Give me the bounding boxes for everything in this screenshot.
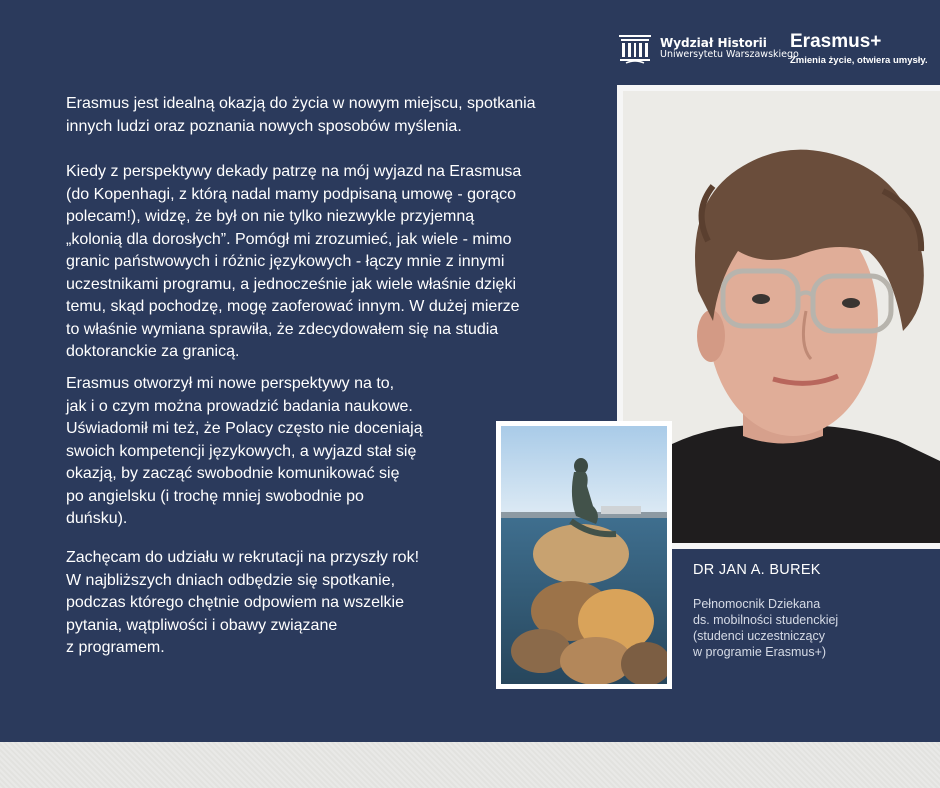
paper-texture-strip <box>0 742 940 788</box>
text-line: duńsku). <box>66 510 128 527</box>
text-line: okazją, by zacząć swobodnie komunikować się <box>66 465 400 482</box>
role-line: w programie Erasmus+) <box>693 645 827 659</box>
text-line: z programem. <box>66 639 165 656</box>
paragraph-intro <box>66 93 536 138</box>
person-role <box>693 596 838 660</box>
faculty-logo <box>618 33 799 65</box>
role-line: Pełnomocnik Dziekana <box>693 597 821 611</box>
text-line: po angielsku (i trochę mniej swobodnie po <box>66 487 364 505</box>
paragraph-perspectives <box>66 373 423 531</box>
text-line: polecam!), widzę, że był on nie tylko niezwykle przyjemną <box>66 208 475 225</box>
text-line: jak i o czym można prowadzić badania naukowe. <box>66 397 413 415</box>
mermaid-photo <box>501 426 667 684</box>
paragraph-copenhagen <box>66 161 521 364</box>
mermaid-photo-frame <box>496 421 672 689</box>
text-line: swoich kompetencji językowych, a wyjazd stał się <box>66 442 417 460</box>
text-line: „kolonią dla dorosłych”. Pomógł mi zrozumieć, jak wiele - mimo <box>66 230 512 248</box>
text-line: Zachęcam do udziału w rekrutacji na przyszły rok! <box>66 549 420 566</box>
text-line: to właśnie wymiana sprawiła, że zdecydowałem się na studia <box>66 320 499 338</box>
text-line: (do Kopenhagi, z którą nadal mamy podpisaną umowę - gorąco <box>66 185 517 203</box>
text-line: uczestnikami programu, a jednocześnie jak wiele właśnie dzięki <box>66 275 516 293</box>
role-line: ds. mobilności studenckiej <box>693 613 839 627</box>
faculty-name: Wydział Historii <box>660 36 767 51</box>
text-line: Erasmus otworzył mi nowe perspektywy na to, <box>66 375 395 392</box>
erasmus-logo <box>790 32 928 66</box>
text-line: Kiedy z perspektywy dekady patrzę na mój wyjazd na Erasmusa <box>66 163 522 180</box>
erasmus-wordmark: Erasmus+ <box>790 31 882 52</box>
text-line: pytania, wątpliwości i obawy związane <box>66 616 338 634</box>
university-name: Uniwersytetu Warszawskiego <box>660 49 799 61</box>
text-line: podczas którego chętnie odpowiem na wszelkie <box>66 594 404 611</box>
role-line: (studenci uczestniczący <box>693 629 826 643</box>
text-line: W najbliższych dniach odbędzie się spotkanie, <box>66 571 396 589</box>
text-line: doktoranckie za granicą. <box>66 343 240 360</box>
text-line: innych ludzi oraz poznania nowych sposobów myślenia. <box>66 117 462 135</box>
person-info <box>693 562 838 660</box>
text-line: Uświadomił mi też, że Polacy często nie doceniają <box>66 420 423 437</box>
text-line: Erasmus jest idealną okazją do życia w nowym miejscu, spotkania <box>66 95 536 112</box>
paragraph-invitation <box>66 547 419 660</box>
erasmus-tagline: Zmienia życie, otwiera umysły. <box>790 54 928 66</box>
text-line: granic państwowych i różnic językowych - łączy mnie z innymi <box>66 253 505 270</box>
person-name: DR JAN A. BUREK <box>693 562 821 578</box>
university-emblem-icon <box>618 33 652 65</box>
text-line: temu, skąd pochodzę, mogę zaoferować innym. W dużej mierze <box>66 298 520 315</box>
